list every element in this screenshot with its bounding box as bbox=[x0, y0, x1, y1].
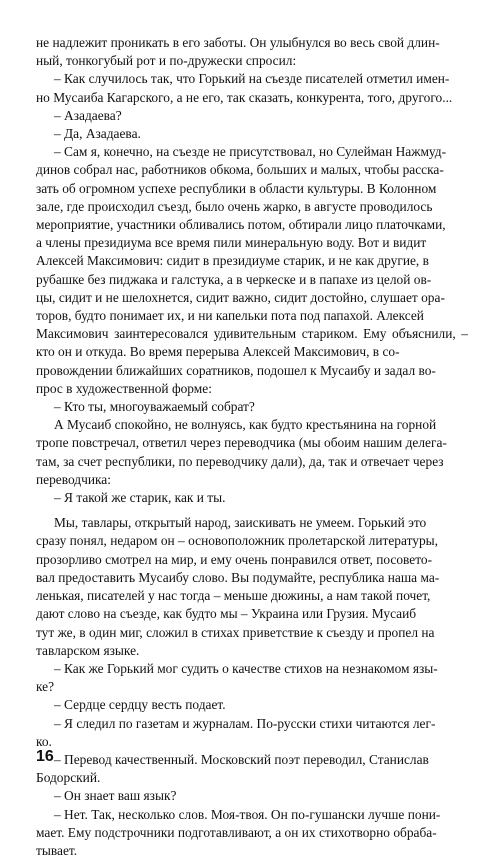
text-line: ный, тонкогубый рот и по-дружески спросил: bbox=[36, 53, 297, 69]
text-line: – Кто ты, многоуважаемый собрат? bbox=[54, 399, 255, 415]
text-line: ленькая, писателей у нас тогда – меньше дюжины, а нам такой почет, bbox=[36, 588, 431, 604]
text-line: торов, будто понимает их, и ни капельки пота под папахой. Алексей bbox=[36, 308, 424, 324]
text-line: вал предоставить Мусаибу слово. Вы подумайте, республика наша ма- bbox=[36, 569, 440, 585]
text-line: Максимович заинтересовался удивительным стариком. Ему объяснили, – кто он и откуда. Во время перерыва Алексей Максимович, в со- bbox=[36, 326, 468, 360]
text-line: Алексей Максимович: сидит в президиуме старик, и не как другие, в bbox=[36, 253, 429, 269]
text-line: – Да, Азадаева. bbox=[54, 126, 141, 142]
text-line: рубашке без пиджака и галстука, а в черкеске и в папахе из целой ов- bbox=[36, 271, 432, 287]
text-line: Мы, тавлары, открытый народ, заискивать не умеем. Горький это bbox=[54, 515, 427, 531]
text-line: прос в художественной форме: bbox=[36, 380, 212, 396]
text-line: – Нет. Так, несколько слов. Моя-твоя. Он по-гушански лучше пони- bbox=[54, 806, 441, 822]
text-line: – Азадаева? bbox=[54, 107, 122, 123]
text-line: прозорливо смотрел на мир, и ему очень понравился ответ, посовето- bbox=[36, 551, 433, 567]
text-line: переводчика: bbox=[36, 471, 111, 487]
text-line: – Сам я, конечно, на съезде не присутствовал, но Сулейман Нажмуд- bbox=[54, 144, 447, 160]
page-number: 16 bbox=[36, 748, 54, 765]
text-line: провождении ближайших соратников, подошел к Мусаибу и задал во- bbox=[36, 362, 436, 378]
text-line: – Я следил по газетам и журналам. По-русски стихи читаются лег- bbox=[54, 715, 436, 731]
text-line: сразу понял, недаром он – основоположник пролетарской литературы, bbox=[36, 533, 439, 549]
text-line: дают слово на съезде, как будто мы – Украина или Грузия. Мусаиб bbox=[36, 606, 417, 622]
text-line: мероприятие, участники обливались потом, обтирали лицо платочками, bbox=[36, 217, 446, 233]
text-line: – Как же Горький мог судить о качестве стихов на незнакомом язы- bbox=[54, 660, 438, 676]
text-line: – Как случилось так, что Горький на съезде писателей отметил имен- bbox=[54, 71, 450, 87]
text-line: ко. bbox=[36, 733, 52, 749]
text-line: тропе повстречал, ответил через переводчика (мы обоим нашим делега- bbox=[36, 435, 447, 451]
text-line: – Перевод качественный. Московский поэт переводил, Станислав bbox=[54, 751, 429, 767]
text-line: тут же, в один миг, сложил в стихах приветствие к съезду и пропел на bbox=[36, 624, 435, 640]
text-line: цы, сидит и не шелохнется, сидит важно, сидит достойно, слушает ора- bbox=[36, 289, 445, 305]
text-line: – Он знает ваш язык? bbox=[54, 788, 177, 804]
text-line: ке? bbox=[36, 679, 55, 695]
text-line: а члены президиума все время пили минеральную воду. Вот и видит bbox=[36, 235, 427, 251]
text-line: Бодорский. bbox=[36, 770, 101, 786]
page-text bbox=[36, 34, 468, 860]
text-line: динов собрал нас, работников обкома, больших и малых, чтобы расска- bbox=[36, 162, 444, 178]
text-line: но Мусаиба Кагарского, а не его, так сказать, конкурента, того, другого... bbox=[36, 89, 453, 105]
text-line: тывает. bbox=[36, 842, 78, 858]
text-line: зать об огромном успехе республики в области культуры. В Колонном bbox=[36, 180, 437, 196]
text-line: там, за счет республики, по переводчику дали), да, так и отвечает через bbox=[36, 453, 444, 469]
text-line: – Я такой же старик, как и ты. bbox=[54, 490, 226, 506]
text-line: мает. Ему подстрочники подготавливают, а он их стихотворно обраба- bbox=[36, 824, 437, 840]
text-line: – Сердце сердцу весть подает. bbox=[54, 697, 226, 713]
text-line: зале, где происходил съезд, было очень жарко, в августе проводилось bbox=[36, 198, 433, 214]
text-line: тавларском языке. bbox=[36, 642, 140, 658]
text-line: А Мусаиб спокойно, не волнуясь, как будто крестьянина на горной bbox=[54, 417, 437, 433]
text-line: не надлежит проникать в его заботы. Он улыбнулся во весь свой длин- bbox=[36, 35, 440, 50]
